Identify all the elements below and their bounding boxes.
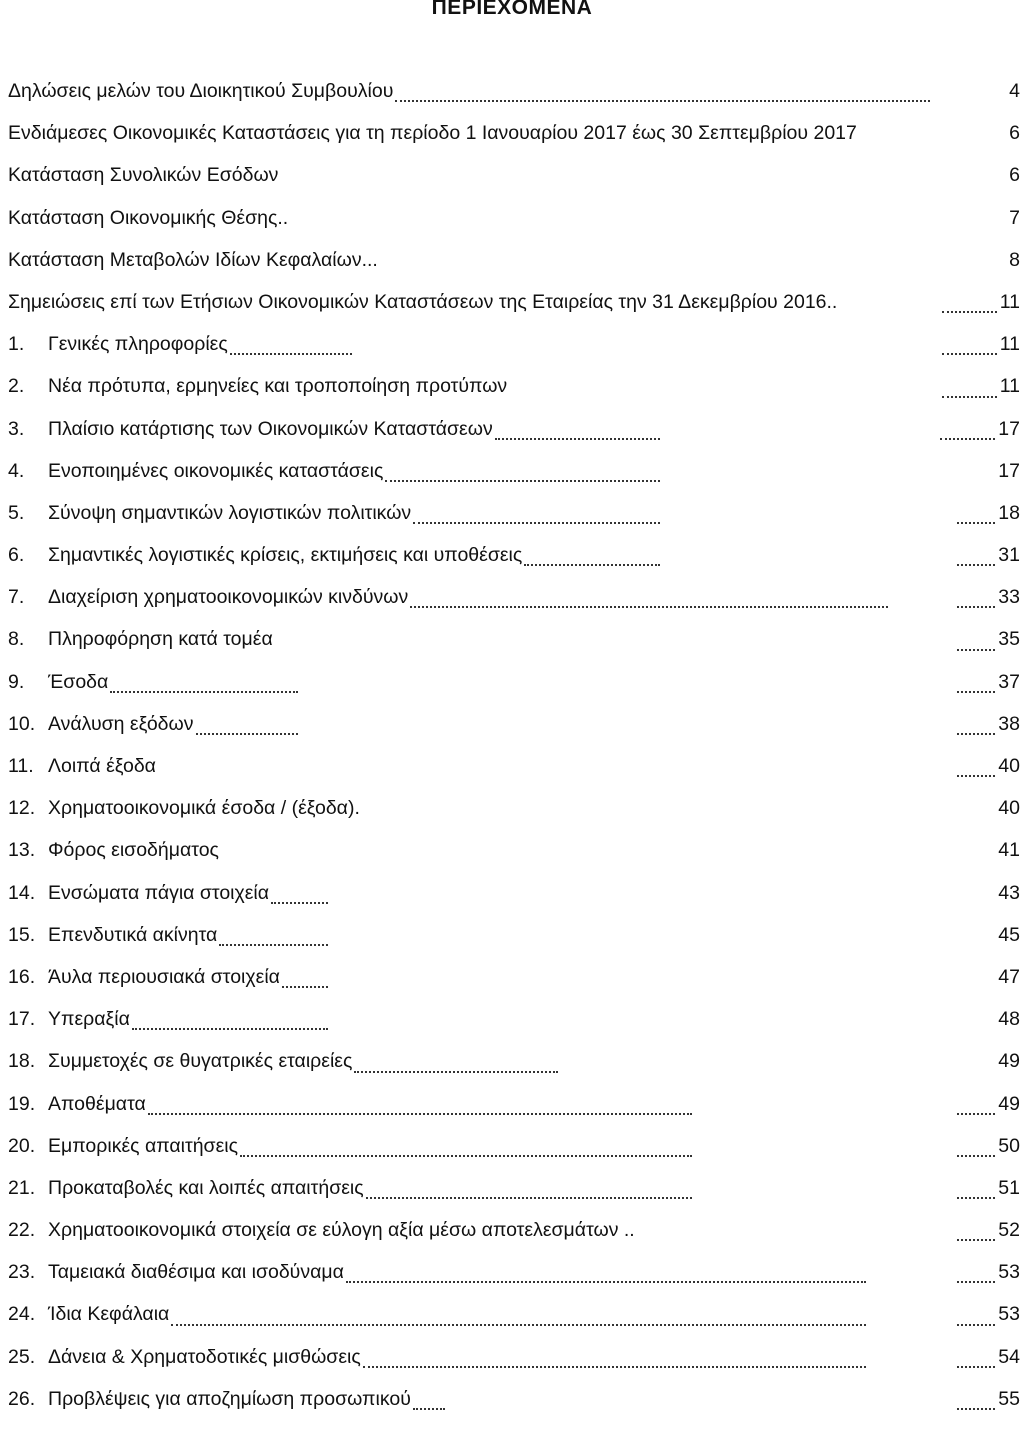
toc-entry-title: Δηλώσεις μελών του Διοικητικού Συμβουλίου	[8, 80, 394, 102]
dot-leader	[495, 438, 660, 440]
toc-entry-title: Ενδιάμεσες Οικονομικές Καταστάσεις για τη περίοδο 1 Ιανουαρίου 2017 έως 30 Σεπτεμβρίου 2017	[8, 122, 857, 145]
toc-entry-title: Προβλέψεις για αποζημίωση προσωπικού	[48, 1387, 411, 1410]
toc-entry-number: 25.	[8, 1345, 36, 1368]
toc-entry-title: Σύνοψη σημαντικών λογιστικών πολιτικών	[48, 501, 412, 524]
toc-entry-page-number: 11	[999, 375, 1020, 398]
toc-entry-page-number: 17	[998, 417, 1020, 440]
dot-leader	[957, 1239, 995, 1241]
page-title: ΠΕΡΙΕΧΟΜΕΝΑ	[431, 0, 593, 19]
toc-entry-title: Πλαίσιο κατάρτισης των Οικονομικών Καταστάσεων	[48, 417, 493, 440]
toc-entry[interactable]	[0, 1302, 1024, 1344]
dot-leader	[957, 564, 995, 566]
toc-entry-page-number: 52	[998, 1219, 1020, 1242]
toc-entry-number: 10.	[8, 712, 36, 735]
toc-entry-number: 15.	[8, 923, 36, 946]
toc-entry[interactable]	[0, 417, 1024, 459]
dot-leader	[271, 902, 328, 904]
dot-leader	[957, 522, 995, 524]
toc-entry-page-number: 40	[998, 797, 1020, 820]
dot-leader	[282, 986, 328, 988]
toc-entry-number: 18.	[8, 1050, 36, 1073]
toc-entry-page-number: 47	[998, 965, 1020, 988]
toc-entry[interactable]	[0, 79, 1024, 121]
toc-entry-page-number: 51	[998, 1176, 1020, 1199]
toc-entry[interactable]	[0, 881, 1024, 923]
toc-entry[interactable]	[0, 206, 1024, 248]
toc-entry[interactable]	[0, 248, 1024, 290]
toc-entry-title: Γενικές πληροφορίες	[48, 333, 228, 356]
toc-entry-number: 5.	[8, 501, 25, 524]
toc-entry-page-number: 6	[1009, 122, 1020, 145]
toc-entry[interactable]	[0, 838, 1024, 880]
toc-entry-number: 7.	[8, 586, 25, 609]
toc-entry-page-number: 45	[998, 923, 1020, 946]
toc-entry[interactable]	[0, 1260, 1024, 1302]
toc-entry-page-number: 53	[998, 1261, 1020, 1284]
toc-entry-title: Άυλα περιουσιακά στοιχεία	[48, 965, 280, 988]
toc-entry-title: Λοιπά έξοδα	[48, 755, 156, 777]
toc-entry-number: 9.	[8, 670, 25, 693]
dot-leader	[942, 353, 997, 355]
toc-entry-page-number: 6	[1009, 164, 1020, 187]
dot-leader	[354, 1071, 558, 1073]
toc-entry-title: Έσοδα	[48, 670, 109, 693]
dot-leader	[957, 1408, 995, 1410]
dot-leader	[413, 522, 660, 524]
toc-entry-title: Εμπορικές απαιτήσεις	[48, 1134, 239, 1157]
toc-entry-title: Νέα πρότυπα, ερμηνείες και τροποποίηση προτύπων	[48, 375, 508, 398]
toc-entry-number: 6.	[8, 544, 25, 567]
toc-entry[interactable]	[0, 923, 1024, 965]
toc-entry-number: 17.	[8, 1008, 36, 1031]
table-of-contents	[0, 79, 1024, 1429]
toc-entry-number: 13.	[8, 839, 36, 862]
dot-leader	[132, 1028, 328, 1030]
toc-entry[interactable]	[0, 712, 1024, 754]
toc-entry-page-number: 38	[998, 712, 1020, 735]
toc-entry-page-number: 49	[998, 1092, 1020, 1115]
toc-entry-number: 11.	[8, 755, 34, 777]
toc-entry-title: Ανάλυση εξόδων	[48, 712, 194, 735]
dot-leader	[940, 438, 995, 440]
toc-entry-page-number: 7	[1009, 206, 1020, 229]
toc-entry-number: 2.	[8, 375, 25, 398]
toc-entry-page-number: 41	[998, 839, 1020, 862]
dot-leader	[240, 1155, 692, 1157]
toc-entry-title: Χρηματοοικονομικά έσοδα / (έξοδα).	[48, 797, 360, 820]
toc-entry-title: Διαχείριση χρηματοοικονομικών κινδύνων	[48, 586, 409, 609]
dot-leader	[524, 564, 660, 566]
toc-entry-number: 16.	[8, 965, 36, 988]
toc-entry-page-number: 31	[998, 544, 1020, 567]
toc-entry-number: 22.	[8, 1219, 36, 1242]
toc-entry-number: 21.	[8, 1176, 36, 1199]
dot-leader	[110, 691, 298, 693]
toc-entry-number: 14.	[8, 881, 36, 904]
toc-entry[interactable]	[0, 1218, 1024, 1260]
toc-entry-title: Συμμετοχές σε θυγατρικές εταιρείες	[48, 1050, 353, 1073]
toc-entry[interactable]	[0, 543, 1024, 585]
dot-leader	[148, 1113, 692, 1115]
toc-entry-number: 24.	[8, 1303, 36, 1326]
toc-entry-page-number: 40	[998, 755, 1020, 777]
toc-entry-title: Κατάσταση Μεταβολών Ιδίων Κεφαλαίων...	[8, 248, 378, 271]
toc-entry[interactable]	[0, 163, 1024, 205]
toc-entry[interactable]	[0, 332, 1024, 374]
toc-entry[interactable]	[0, 670, 1024, 712]
toc-entry-page-number: 18	[998, 501, 1020, 524]
toc-entry-page-number: 49	[998, 1050, 1020, 1073]
dot-leader	[171, 1324, 866, 1326]
toc-entry-title: Ενσώματα πάγια στοιχεία	[48, 881, 270, 904]
dot-leader	[413, 1408, 445, 1410]
toc-entry-title: Υπεραξία	[48, 1008, 130, 1031]
dot-leader	[363, 1366, 866, 1368]
toc-entry-page-number: 17	[998, 459, 1020, 482]
toc-entry-title: Προκαταβολές και λοιπές απαιτήσεις	[48, 1176, 364, 1199]
toc-entry[interactable]	[0, 1345, 1024, 1387]
dot-leader	[957, 1281, 995, 1283]
toc-entry-number: 12.	[8, 797, 36, 820]
toc-entry-page-number: 50	[998, 1134, 1020, 1157]
toc-entry-page-number: 35	[998, 628, 1020, 651]
toc-entry-title: Σημειώσεις επί των Ετήσιων Οικονομικών Καταστάσεων της Εταιρείας την 31 Δεκεμβρίου 2016..	[8, 290, 838, 313]
dot-leader	[346, 1281, 866, 1283]
toc-entry-number: 1.	[8, 333, 25, 356]
toc-entry-number: 3.	[8, 417, 25, 440]
toc-entry-title: Αποθέματα	[48, 1092, 146, 1115]
dot-leader	[957, 606, 995, 608]
toc-entry-title: Χρηματοοικονομικά στοιχεία σε εύλογη αξία μέσω αποτελεσμάτων ..	[48, 1219, 635, 1242]
toc-entry[interactable]	[0, 1134, 1024, 1176]
toc-entry-number: 8.	[8, 628, 25, 651]
toc-entry[interactable]	[0, 1176, 1024, 1218]
toc-entry-number: 26.	[8, 1387, 36, 1410]
toc-entry-number: 20.	[8, 1134, 36, 1157]
dot-leader	[942, 311, 997, 313]
toc-entry-page-number: 43	[998, 881, 1020, 904]
dot-leader	[410, 606, 888, 608]
toc-entry-page-number: 8	[1009, 248, 1020, 271]
toc-entry[interactable]	[0, 290, 1024, 332]
toc-entry-page-number: 4	[1009, 80, 1020, 102]
toc-entry[interactable]	[0, 459, 1024, 501]
dot-leader	[230, 353, 352, 355]
dot-leader	[219, 944, 328, 946]
toc-entry[interactable]	[0, 1387, 1024, 1429]
toc-entry-title: Ίδια Κεφάλαια	[48, 1303, 170, 1326]
toc-entry-title: Φόρος εισοδήματος	[48, 839, 219, 862]
toc-entry[interactable]	[0, 585, 1024, 627]
toc-entry[interactable]	[0, 1049, 1024, 1091]
toc-entry[interactable]	[0, 374, 1024, 416]
toc-entry-page-number: 53	[998, 1303, 1020, 1326]
toc-entry-page-number: 55	[998, 1387, 1020, 1410]
dot-leader	[957, 1155, 995, 1157]
toc-entry-page-number: 37	[998, 670, 1020, 693]
toc-entry-page-number: 33	[998, 586, 1020, 609]
toc-entry-page-number: 11	[999, 333, 1020, 356]
toc-entry[interactable]	[0, 1092, 1024, 1134]
dot-leader	[957, 1324, 995, 1326]
dot-leader	[957, 1113, 995, 1115]
toc-entry-title: Επενδυτικά ακίνητα	[48, 923, 218, 946]
toc-entry-page-number: 54	[998, 1345, 1020, 1368]
dot-leader	[366, 1197, 692, 1199]
toc-entry-page-number: 11	[999, 290, 1020, 313]
dot-leader	[957, 775, 995, 777]
toc-entry-title: Ενοποιημένες οικονομικές καταστάσεις	[48, 459, 384, 482]
toc-entry-title: Κατάσταση Οικονομικής Θέσης..	[8, 206, 289, 229]
toc-entry[interactable]	[0, 501, 1024, 543]
dot-leader	[395, 100, 930, 102]
toc-entry[interactable]	[0, 1007, 1024, 1049]
toc-entry-title: Κατάσταση Συνολικών Εσόδων	[8, 164, 279, 187]
dot-leader	[196, 733, 298, 735]
toc-entry-number: 19.	[8, 1092, 36, 1115]
toc-entry-number: 23.	[8, 1261, 36, 1284]
toc-entry[interactable]	[0, 796, 1024, 838]
dot-leader	[957, 691, 995, 693]
toc-entry-title: Πληροφόρηση κατά τομέα	[48, 628, 273, 651]
dot-leader	[957, 733, 995, 735]
dot-leader	[957, 1197, 995, 1199]
toc-entry-page-number: 48	[998, 1008, 1020, 1031]
toc-entry-title: Ταμειακά διαθέσιμα και ισοδύναμα	[48, 1261, 344, 1284]
toc-entry-title: Δάνεια & Χρηματοδοτικές μισθώσεις	[48, 1345, 361, 1368]
toc-entry[interactable]	[0, 754, 1024, 796]
toc-entry-number: 4.	[8, 459, 25, 482]
toc-entry[interactable]	[0, 121, 1024, 163]
dot-leader	[385, 480, 660, 482]
dot-leader	[957, 649, 995, 651]
toc-entry-title: Σημαντικές λογιστικές κρίσεις, εκτιμήσεις και υποθέσεις	[48, 544, 523, 567]
dot-leader	[942, 396, 997, 398]
toc-entry[interactable]	[0, 627, 1024, 669]
dot-leader	[957, 1366, 995, 1368]
toc-entry[interactable]	[0, 965, 1024, 1007]
